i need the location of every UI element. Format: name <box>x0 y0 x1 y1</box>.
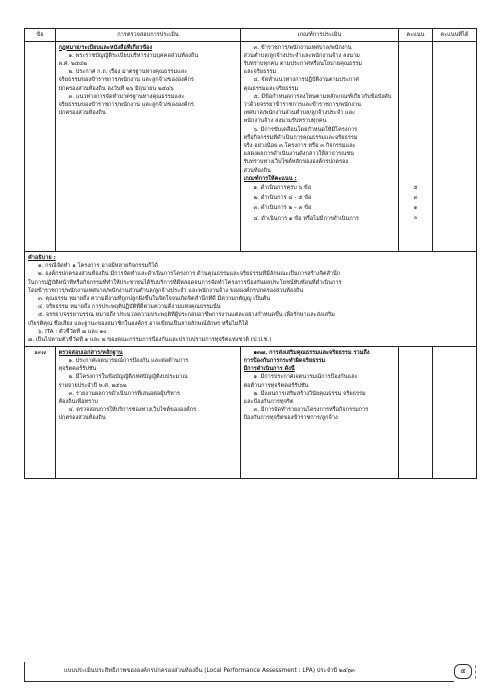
row1-right-line: ว่าด้วยจรรยาข้าราชการและข้าราชการ/พนักงาน <box>243 101 361 108</box>
row2-criteria <box>241 347 399 479</box>
header-got: คะแนนที่ได้ <box>433 29 477 42</box>
footer-divider <box>474 665 476 679</box>
row1-right-line: ๓. ข้าราชการ/พนักงานเทศบาล/พนักงาน <box>253 44 352 51</box>
row2-left-title: ตรวจสอบเอกสาร/หลักฐาน <box>58 349 123 356</box>
header-no: ข้อ <box>25 29 56 42</box>
row1-right-line: คุณธรรมและจริยธรรม <box>243 85 299 92</box>
remarks-line: ๓. คุณธรรม หมายถึง ความดีงามที่ถูกปลูกฝังขึ้นในจิตใจจนเกิดจิตสำนึกที่ดี มีความกตัญญู เป็นต้น <box>38 296 271 303</box>
row1-left-title: กฎหมาย/ระเบียบและหนังสือที่เกี่ยวข้อง <box>58 44 153 51</box>
row1-left-line: ปกครองส่วนท้องถิ่น <box>58 110 106 117</box>
table-header-row <box>25 29 477 42</box>
row2-left-line: ๔. ตรวจสอบการให้บริการช่องทางเว็บไซต์ขององค์กร <box>68 407 197 414</box>
remarks-title: คำอธิบาย : <box>28 255 56 261</box>
row2-right-line: ต่อต้านการทุจริตคอร์รัปชัน <box>243 382 309 389</box>
row2-right-title: ๑๓๗. การส่งเสริมคุณธรรมและจริยธรรม รวมถึง <box>253 349 370 356</box>
score-criteria-title: เกณฑ์การให้คะแนน : <box>243 175 297 182</box>
row1-right-line: เทศบาล/พนักงานส่วนตำบล/ลูกจ้างประจำ และ <box>243 110 356 117</box>
row1-right-line: พนักงานจ้าง ลงนามรับทราบทุกคน <box>243 118 327 125</box>
footer-text: แบบประเมินประสิทธิภาพขององค์กรปกครองส่วนท้องถิ่น (Local Performance Assessment : LPA) ประจำปี ๒๕๖๓ <box>64 668 355 674</box>
row1-right-line: ส่วนท้องถิ่น <box>243 167 271 174</box>
row1-right-line: ๕. มีข้อกำหนดการลงโทษตามหลักเกณฑ์เกี่ยวกับข้อบังคับ <box>253 93 392 100</box>
row1-right-line: จริง อย่างน้อย ๓ โครงการ หรือ ๓ กิจกรรมและ <box>243 142 356 149</box>
row2-left-line: ทุจริตคอร์รัปชัน <box>58 366 97 373</box>
row1-score <box>399 42 433 252</box>
row2-right-line: ๑. มีการประกาศเจตนารมณ์การป้องกันและ <box>253 374 358 381</box>
score-criteria-item: ๒. ดำเนินการ ๔ - ๕ ข้อ <box>253 195 312 202</box>
row2-left-line: ๓. รายงานผลการดำเนินการที่เสนอต่อผู้บริหาร <box>68 390 180 397</box>
row2-got <box>433 347 477 479</box>
row1-left-line: ๒. ประกาศ ก.ถ. เรื่อง มาตรฐานทางคุณธรรมและ <box>68 69 188 76</box>
score-value: ๑ <box>413 204 418 211</box>
row1-left-line: จริยธรรมของข้าราชการ/พนักงาน และลูกจ้างขององค์กร <box>58 77 194 84</box>
score-criteria-item: ๑. ดำเนินการครบ ๖ ข้อ <box>253 184 312 191</box>
row1-left-line: ๓. แนวทางการจัดทำมาตรฐานทางคุณธรรมและ <box>68 93 185 100</box>
row2-no: ๑๓๗ <box>25 347 56 479</box>
remarks-line: ๕. จรรยา/จรรยาบรรณ หมายถึง ประมวลความประพฤติที่ผู้ประกอบอาชีพการงานแต่ละอย่างกำหนดขึ้น เพื่อรักษาและส่งเสริม <box>38 312 335 319</box>
remarks-line: เกียรติคุณ ชื่อเสียง และฐานะของสมาชิกในองค์กร อาจเขียนเป็นลายลักษณ์อักษร หรือไม่ก็ได้ <box>28 320 249 327</box>
row2-right-line: ๒. มีแผนการเสริมสร้างวินัยคุณธรรม จริยธรรม <box>253 390 366 397</box>
row2-left-line: ปกครองส่วนท้องถิ่น <box>58 415 106 422</box>
remarks-line: ในการปฏิบัติหน้าที่หรือกิจกรรมที่ทำให้ประชาชนได้รับบริการที่ดีหลอดจนการจัดทำโครงการป้องกันผลประโยชน์ทับซ้อนที่ดำเนินการ <box>28 279 342 286</box>
row2-left-line: ท้องถิ่นเพื่อทราบ <box>58 398 98 405</box>
remarks-line: โดยข้าราชการ/พนักงานเทศบาล/พนักงานส่วนตำบล/ลูกจ้างประจำ และพนักงานจ้าง ขององค์กรปกครองส่วนท้องถิ่น <box>28 287 304 294</box>
row2-right-line: และป้องกันการทุจริต <box>243 398 294 405</box>
score-value: ๕ <box>413 184 418 191</box>
row1-right-line: รับทราบทางเว็บไซต์หลักขององค์กรปกครอง <box>243 159 349 166</box>
page-footer <box>24 662 476 682</box>
remarks-cell <box>25 252 477 347</box>
row2-right-line: ๓. มีการจัดทำรายงานโครงการหรือกิจกรรมการ <box>253 407 369 414</box>
row1-left-line: พ.ศ. ๒๕๔๒ <box>58 60 87 67</box>
row1-right-line: ๔. จัดทำแนวทางการปฏิบัติงานตามประกาศ <box>253 77 359 84</box>
row1-item <box>56 42 241 252</box>
remarks-line: ๗. เป็นไปตามตัวชี้วัดที่ ๑ และ ๒ ของคณะกรรมการป้องกันและปราบปรามการทุจริตแห่งชาติ (ป.ป.ช.) <box>28 337 272 344</box>
row1-right-line: แสดงผลการดำเนินงานดังกล่าวให้สาธารณชน <box>243 151 354 158</box>
remarks-line: ๔. จริยธรรม หมายถึง การประพฤติปฏิบัติที่ดีตามความดีงามแห่งคุณธรรมนั้น <box>38 304 221 311</box>
row1-left-line: ปกครองส่วนท้องถิ่น ลงวันที่ ๒๖ มิถุนายน ๒๕๔๖ <box>58 85 174 92</box>
score-criteria-item: ๓. ดำเนินการ ๒ – ๓ ข้อ <box>253 205 312 212</box>
row2-right-title: การป้องกันการกระทำผิดจริยธรรม <box>243 357 326 364</box>
row1-right-line: และจริยธรรม <box>243 69 277 76</box>
table-row <box>25 347 477 479</box>
remarks-row <box>25 252 477 347</box>
row1-criteria <box>241 42 399 252</box>
row2-item <box>56 347 241 479</box>
row1-left-line: จริยธรรมของข้าราชการ/พนักงาน และลูกจ้างขององค์กร <box>58 101 194 108</box>
row1-no <box>25 42 56 252</box>
row2-score <box>399 347 433 479</box>
row1-left-line: ๑. พระราชบัญญัติระเบียบบริหารงานบุคคลส่วนท้องถิ่น <box>68 52 199 59</box>
row2-left-line: ๒. มีโครงการในข้อบัญญัติ/เทศบัญญัติงบประมาณ <box>68 374 188 381</box>
score-criteria-item: ๔. ดำเนินการ ๑ ข้อ หรือไม่มีการดำเนินการ <box>253 215 359 222</box>
remarks-line: ๖. ITA : ตัวชี้วัดที่ ๗ และ ๑๐ <box>38 328 107 335</box>
remarks-line: ๒. องค์กรปกครองส่วนท้องถิ่น มีการจัดทำและดำเนินการโครงการ ด้านคุณธรรมและจริยธรรมที่มีลักษณะเป็นการสร้างจิตสำนึก <box>38 271 341 278</box>
row1-right-line: รับทราบทุกคน ตามประกาศหรือนโยบายคุณธรรม <box>243 60 363 67</box>
row2-left-line: ๑. ประกาศเจตนารมณ์การป้องกัน และต่อต้านการ <box>68 357 189 364</box>
row1-got <box>433 42 477 252</box>
row1-right-line: ส่วนตำบล/ลูกจ้างประจำและพนักงานจ้าง ลงนาม <box>243 52 360 59</box>
row2-left-line: รายจ่ายประจำปี พ.ศ. ๒๕๖๒ <box>58 382 127 389</box>
score-value: ๐ <box>413 215 418 222</box>
row1-right-line: หรือกิจกรรมที่ดำเนินการคุณธรรมและจริยธรรม <box>243 134 358 141</box>
remarks-line: ๑. กรณีจัดทำ ๑ โครงการ อาจมีหลายกิจกรรมก็ได้ <box>38 263 158 270</box>
table-row <box>25 42 477 252</box>
row1-right-line: ๖. มีการขับเคลื่อนโดยกำหนดให้มีโครงการ <box>253 126 358 133</box>
row2-right-line: ป้องกันการทุจริตของข้าราชการ/ลูกจ้าง <box>243 415 338 422</box>
row2-right-sub: มีการดำเนินการ ดังนี้ <box>243 366 295 373</box>
assessment-table <box>24 28 477 479</box>
header-item: การตรวจสอบการประเมิน <box>56 29 241 42</box>
score-value: ๓ <box>413 194 418 201</box>
page-number: ๕ <box>454 664 472 679</box>
header-criteria: เกณฑ์การประเมิน <box>241 29 399 42</box>
header-score: คะแนน <box>399 29 433 42</box>
